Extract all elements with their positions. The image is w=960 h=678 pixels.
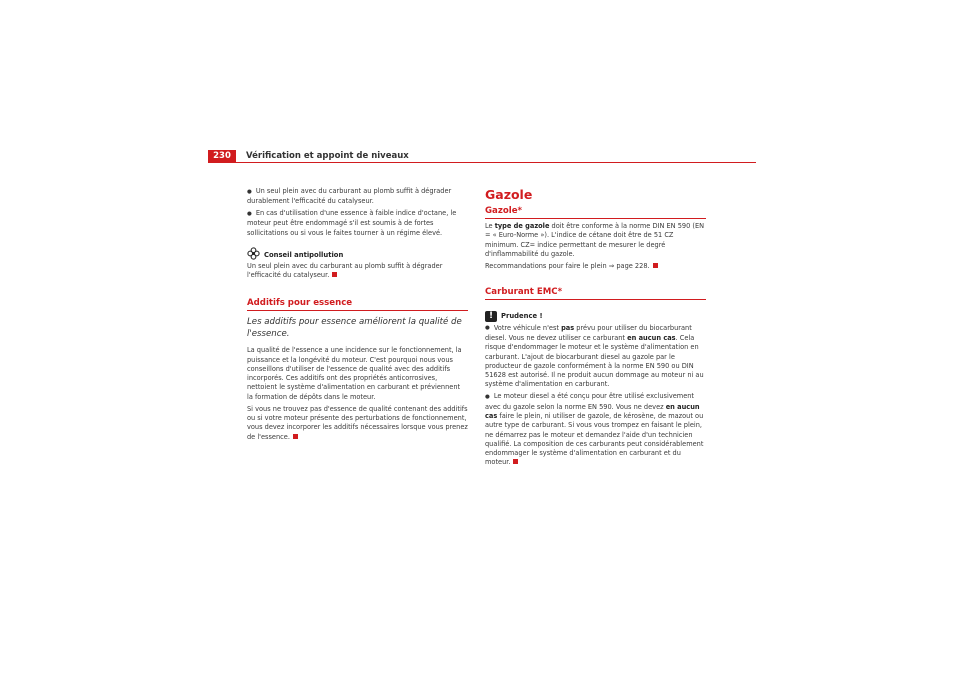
caution-header bbox=[485, 309, 706, 322]
end-mark-icon bbox=[513, 459, 518, 464]
paragraph-additives: Si vous ne trouvez pas d'essence de qualité contenant des additifs ou si votre moteur présente des perturbations de fonctionnement, vous devez incorporer les additifs nécessaires lorsque vous prenez de l'essence. bbox=[247, 404, 468, 441]
section-title-gazole: Gazole* bbox=[485, 205, 706, 219]
bullet-en590: ● Le moteur diesel a été conçu pour être utilisé exclusivement avec du gazole selon la norme EN 590. Vous ne devez en aucun cas faire le plein, ni utiliser de gazole, de kérosène, de mazout ou autre type de carburant. Si vous vous trompez en faisant le plein, ne démarrez pas le moteur et demandez l'aide d'un technicien qualifié. La composition de ces carburants peut considérablement endommager le système d'alimentation en carburant et du moteur. bbox=[485, 392, 706, 467]
page-number: 230 bbox=[208, 150, 236, 162]
bullet-low-octane bbox=[247, 209, 468, 238]
eco-note-header bbox=[247, 247, 468, 260]
section-subtitle: Les additifs pour essence améliorent la qualité de l'essence. bbox=[247, 317, 462, 340]
eco-note-title: Conseil antipollution bbox=[264, 250, 344, 259]
end-mark-icon bbox=[293, 434, 298, 439]
eco-flower-icon bbox=[247, 247, 260, 260]
bullet-biodiesel: ● Votre véhicule n'est pas prévu pour utiliser du biocarburant diesel. Vous ne devez utiliser ce carburant en aucun cas. Cela risque d'endommager le moteur et le système d'alimentation en carburant. L'ajout de biocarburant diesel au gazole par le producteur de gazole conformément à la norme EN 590 ou DIN 51628 est autorisé. Il ne produit aucun dommage au moteur ni au système d'alimentation en carburant. bbox=[485, 324, 706, 390]
bullet-text: En cas d'utilisation d'une essence à faible indice d'octane, le moteur peut être endommagé s'il est soumis à de fortes sollicitations ou si vous le faites tourner à un régime élevé. bbox=[247, 209, 457, 237]
bullet-text: Un seul plein avec du carburant au plomb suffit à dégrader durablement l'efficacité du catalyseur. bbox=[247, 187, 452, 206]
header-title: Vérification et appoint de niveaux bbox=[246, 151, 409, 161]
eco-note-text: Un seul plein avec du carburant au plomb suffit à dégrader l'efficacité du catalyseur. bbox=[247, 262, 443, 280]
left-column bbox=[247, 187, 468, 444]
paragraph-quality: La qualité de l'essence a une incidence sur le fonctionnement, la puissance et la longévité du moteur. C'est pourquoi nous vous conseillons d'utiliser de l'essence de qualité avec des additifs incorporés. Ces additifs ont des propriétés anticorrosives, nettoient le système d'alimentation en carburant et préviennent la formation de dépôts dans le moteur. bbox=[247, 346, 462, 401]
header-rule bbox=[208, 162, 756, 163]
warning-exclamation-icon: ! bbox=[485, 311, 497, 322]
end-mark-icon bbox=[332, 272, 337, 277]
section-title-emc: Carburant EMC* bbox=[485, 286, 706, 300]
bold-term: type de gazole bbox=[494, 222, 550, 230]
section-title-additifs: Additifs pour essence bbox=[247, 297, 468, 311]
bullet-leaded-fuel bbox=[247, 187, 468, 207]
end-mark-icon bbox=[653, 263, 658, 268]
paragraph-diesel-type: Le type de gazole doit être conforme à la norme DIN EN 590 (EN = « Euro-Norme »). L'indice de cétane doit être de 51 CZ minimum. CZ= indice permettant de mesurer le degré d'inflammabilité du gazole. bbox=[485, 222, 705, 258]
page-header bbox=[208, 150, 756, 163]
right-column bbox=[485, 187, 706, 470]
chapter-title-gazole: Gazole bbox=[485, 187, 533, 202]
paragraph-refuel-link: Recommandations pour faire le plein ⇒ page 228. bbox=[485, 262, 706, 271]
caution-title: Prudence ! bbox=[501, 312, 543, 321]
